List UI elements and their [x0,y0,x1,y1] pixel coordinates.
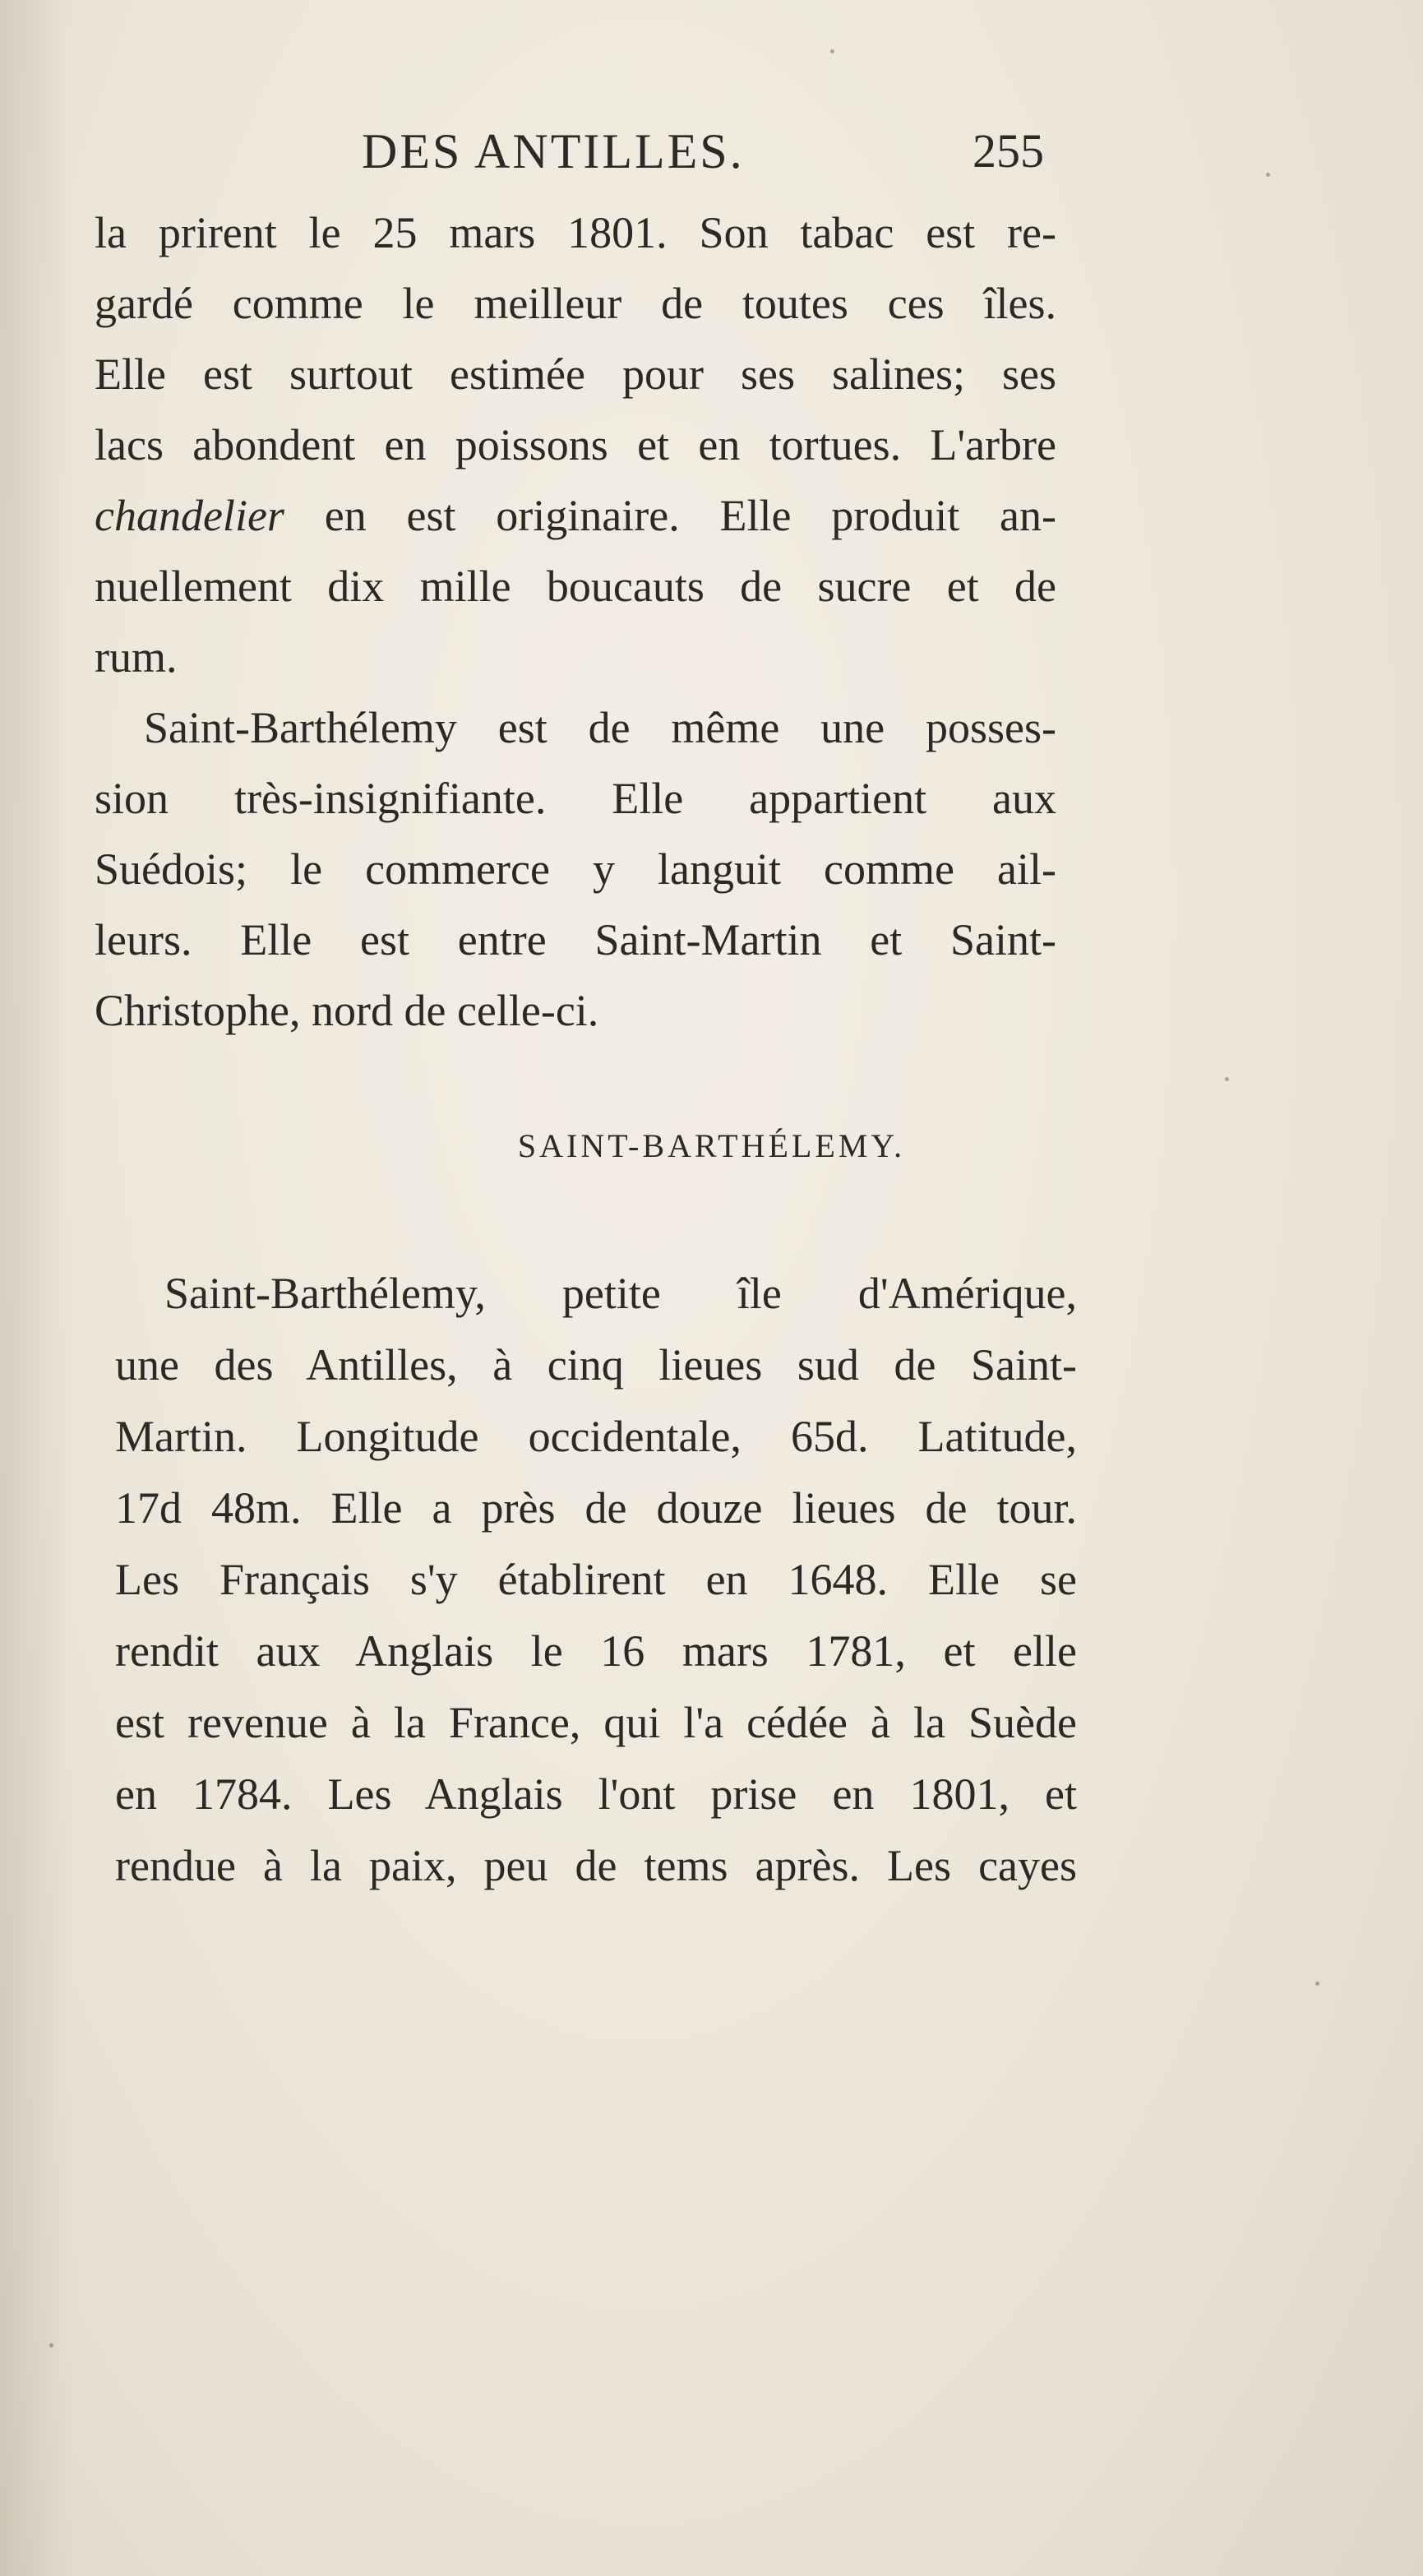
text-line: une des Antilles, à cinq lieues sud de Saint- [115,1340,1077,1390]
page-gutter-shadow [0,0,74,2576]
paragraph-entry [115,1258,1077,1902]
text-line-rest: en est originaire. Elle produit an- [324,491,1057,540]
text-line: Christophe, nord de celle-ci. [95,986,599,1035]
text-line: Suédois; le commerce y languit comme ail- [95,844,1056,894]
page-header [362,123,1044,189]
italic-term: chandelier [95,491,284,540]
paper-speck [1266,173,1270,177]
paper-speck [863,1661,867,1665]
text-line: leurs. Elle est entre Saint-Martin et Saint- [95,915,1056,964]
running-head: DES ANTILLES. [362,124,745,178]
paper-speck [49,2343,53,2347]
text-line: Saint-Barthélemy est de même une posses- [144,703,1056,752]
text-line: nuellement dix mille boucauts de sucre et de [95,562,1056,611]
text-line: Martin. Longitude occidentale, 65d. Latitude, [115,1412,1077,1461]
text-line [95,480,1056,551]
text-line: la prirent le 25 mars 1801. Son tabac est re- [95,208,1056,257]
text-line: Les Français s'y établirent en 1648. Elle se [115,1555,1077,1604]
paper-speck [1225,1077,1229,1081]
text-line: 17d 48m. Elle a près de douze lieues de tour. [115,1483,1077,1533]
text-line: gardé comme le meilleur de toutes ces îles. [95,279,1056,328]
text-line: rendue à la paix, peu de tems après. Les cayes [115,1841,1077,1890]
text-line: Saint-Barthélemy, petite île d'Amérique, [164,1269,1077,1318]
text-line: Elle est surtout estimée pour ses salines; ses [95,349,1056,399]
text-line: sion très-insignifiante. Elle appartient aux [95,774,1056,823]
text-line: rendit aux Anglais le 16 mars 1781, et elle [115,1626,1077,1676]
paragraph-continued [95,197,1056,1046]
page-number: 255 [973,124,1044,178]
text-line: est revenue à la France, qui l'a cédée à la Suède [115,1698,1077,1747]
text-line: en 1784. Les Anglais l'ont prise en 1801, et [115,1769,1077,1819]
section-title: SAINT-BARTHÉLEMY. [517,1127,906,1164]
text-line: lacs abondent en poissons et en tortues. L'arbre [95,420,1056,469]
paper-speck [830,49,834,53]
paper-speck [1315,1982,1319,1986]
text-line: rum. [95,632,178,682]
